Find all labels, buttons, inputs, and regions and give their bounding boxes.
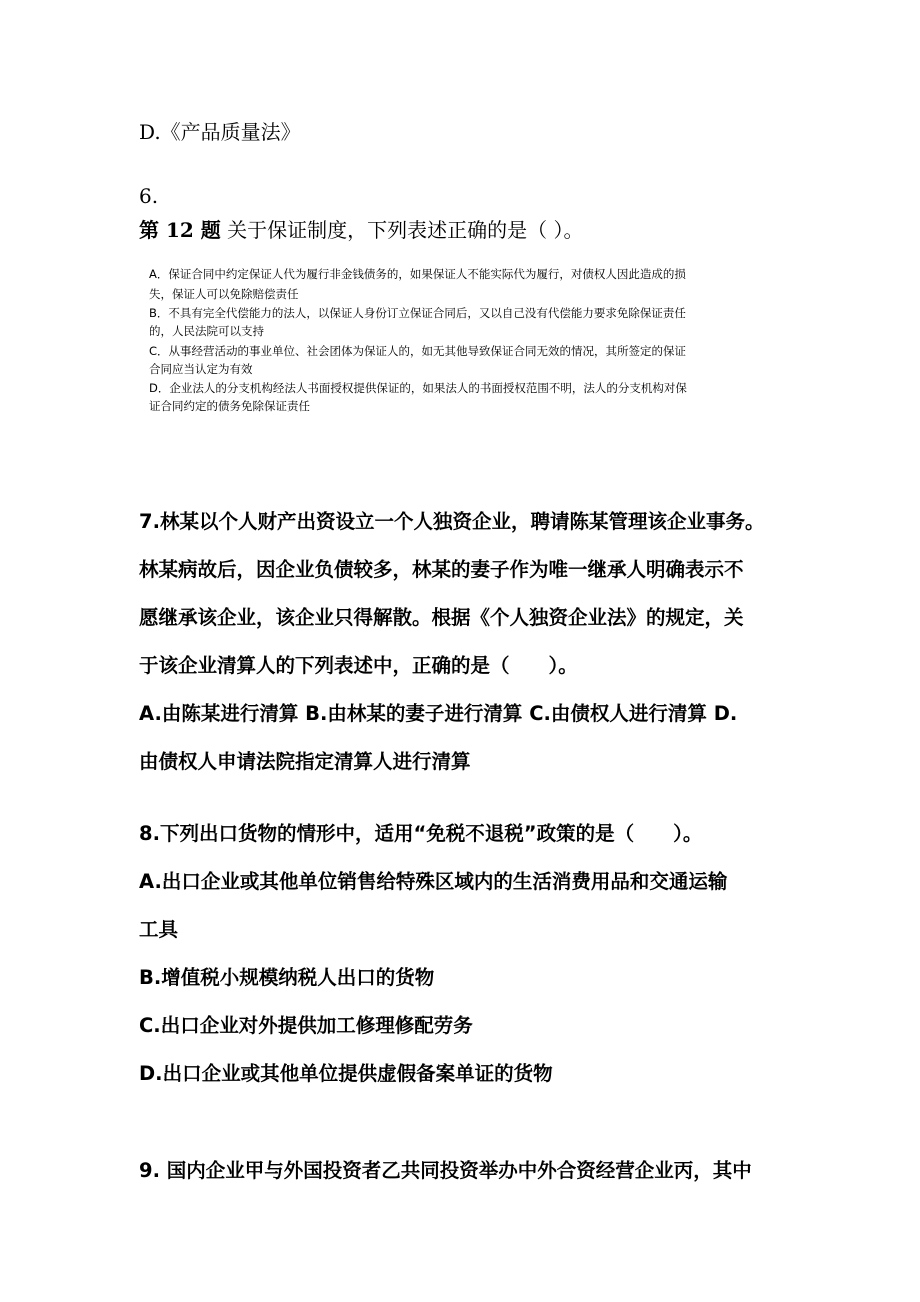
question-6-stem [139,216,583,244]
question-6-number: 6. [139,184,159,208]
question-6-option-line: B．不具有完全代偿能力的法人，以保证人身份订立保证合同后，又以自己没有代偿能力要求免除保证责任 [149,306,686,320]
question-6-option-line: A．保证合同中约定保证人代为履行非金钱债务的，如果保证人不能实际代为履行，对债权人因此造成的损 [149,267,686,281]
question-7-line: 7.林某以个人财产出资设立一个人独资企业，聘请陈某管理该企业事务。 [139,510,765,533]
question-6-option-line: 证合同约定的债务免除保证责任 [149,399,310,413]
question-6-option-line: 的，人民法院可以支持 [149,324,264,338]
question-8-option-line: 工具 [139,918,179,941]
question-7-options-line: A.由陈某进行清算 B.由林某的妻子进行清算 C.由债权人进行清算 D. [139,702,738,725]
question-7-options-line: 由债权人申请法院指定清算人进行清算 [139,750,471,773]
question-6-option-line: 失，保证人可以免除赔偿责任 [149,287,299,301]
question-7-line: 于该企业清算人的下列表述中，正确的是（ ）。 [139,654,578,677]
question-7-line: 林某病故后，因企业负债较多，林某的妻子作为唯一继承人明确表示不 [139,558,744,581]
question-8-line: 8.下列出口货物的情形中，适用“免税不退税”政策的是（ ）。 [139,822,703,845]
question-5-option-d: D.《产品质量法》 [139,120,301,144]
question-8-option-line: B.增值税小规模纳税人出口的货物 [139,966,435,989]
question-6-text: 关于保证制度，下列表述正确的是（ ）。 [220,218,584,242]
question-6-option-line: D．企业法人的分支机构经法人书面授权提供保证的，如果法人的书面授权范围不明，法人的分支机构对保 [149,381,687,395]
question-6-option-line: 合同应当认定为有效 [149,362,253,376]
question-8-option-line: A.出口企业或其他单位销售给特殊区域内的生活消费用品和交通运输 [139,870,728,893]
question-7-line: 愿继承该企业，该企业只得解散。根据《个人独资企业法》的规定，关 [139,606,744,629]
question-9-line: 9. 国内企业甲与外国投资者乙共同投资举办中外合资经营企业丙，其中 [139,1159,752,1182]
question-6-option-line: C．从事经营活动的事业单位、社会团体为保证人的，如无其他导致保证合同无效的情况，其所签定的保证 [149,344,687,358]
question-8-option-line: C.出口企业对外提供加工修理修配劳务 [139,1014,473,1037]
question-8-option-line: D.出口企业或其他单位提供虚假备案单证的货物 [139,1062,553,1085]
question-6-label: 第 12 题 [139,218,221,242]
